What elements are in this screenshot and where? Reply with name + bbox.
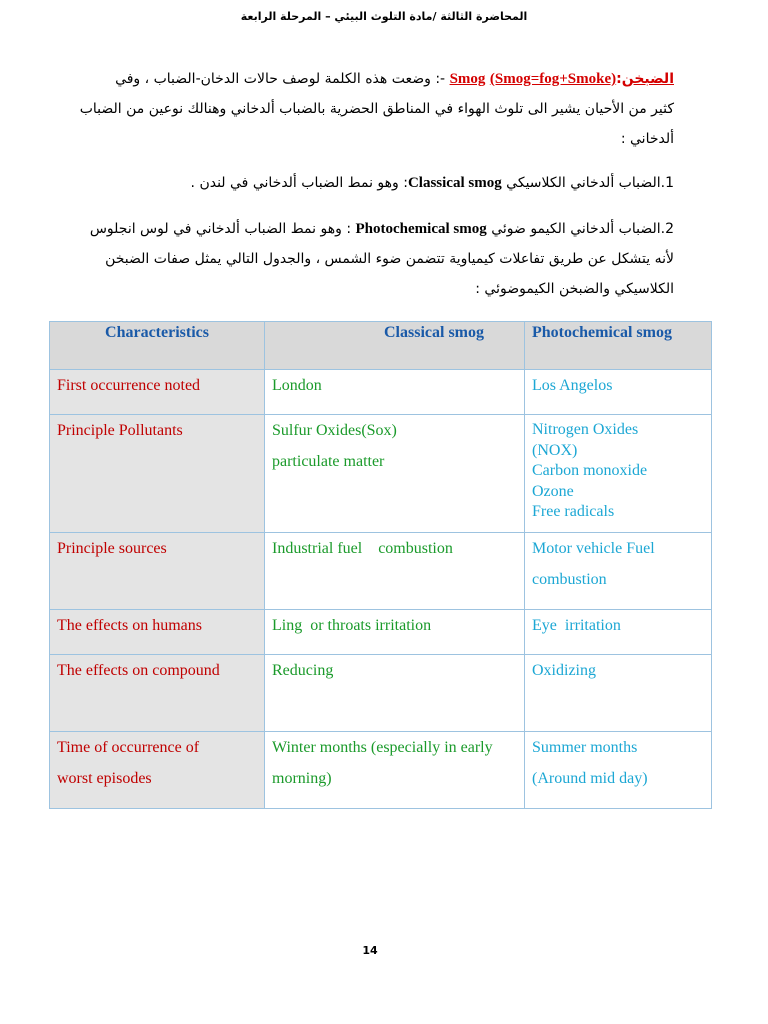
row-classical-value: [265, 655, 525, 732]
cell-line: morning): [272, 770, 332, 787]
item-2-line-2: لأنه يتشكل عن طريق تفاعلات كيمياوية تتضمن ضوء الشمس ، والجدول التالي يمثل صفات الضبخن: [105, 251, 674, 267]
cell-line: Motor vehicle Fuel: [532, 540, 655, 557]
cell-line: particulate matter: [272, 453, 385, 470]
row-characteristic: [50, 370, 265, 415]
item-2-line-1: [76, 214, 674, 244]
row-classical-value: [265, 732, 525, 809]
header-classical: Classical smog: [265, 322, 525, 370]
row-photochemical-value: [525, 415, 712, 533]
row-classical-value: [265, 370, 525, 415]
cell-line: (Around mid day): [532, 770, 648, 787]
table-row: [50, 370, 712, 415]
row-photochemical-value: [525, 533, 712, 610]
row-photochemical-value: [525, 370, 712, 415]
smog-comparison-table: [49, 321, 712, 809]
item-1-description: : وهو نمط الضباب ألدخاني في لندن .: [190, 175, 408, 191]
cell-line: Oxidizing: [532, 662, 596, 679]
table-header-row: [50, 322, 712, 370]
cell-line: Winter months (especially in early: [272, 739, 493, 756]
cell-line: Principle Pollutants: [57, 422, 183, 439]
cell-line: Sulfur Oxides(Sox): [272, 422, 397, 439]
intro-definition: -: وضعت هذه الكلمة لوصف حالات الدخان-الضباب ، وفي: [115, 71, 446, 87]
cell-line: Ling or throats irritation: [272, 617, 432, 634]
cell-line: Eye irritation: [532, 617, 621, 634]
item-photochemical: [76, 214, 674, 304]
row-characteristic: [50, 533, 265, 610]
item-1-number: 1.: [660, 175, 674, 191]
cell-line: Industrial fuel combustion: [272, 540, 453, 557]
intro-line-2: كثير من الأحيان يشير الى تلوث الهواء في المناطق الحضرية بالضباب ألدخاني وهنالك نوعين من الضباب: [79, 101, 674, 117]
cell-line: The effects on compound: [57, 662, 220, 679]
cell-line: Free radicals: [532, 503, 615, 520]
header-photochemical: Photochemical smog: [525, 322, 712, 370]
page-number: 14: [362, 944, 378, 957]
item-2-english: Photochemical smog: [355, 221, 487, 237]
row-characteristic: [50, 415, 265, 533]
table-row: [50, 610, 712, 655]
cell-line: First occurrence noted: [57, 377, 201, 394]
cell-line: Summer months: [532, 739, 638, 756]
intro-line-1: الضبخن:Smog (Smog=fog+Smoke) -: وضعت هذه الكلمة لوصف حالات الدخان-الضباب ، وفي: [115, 71, 674, 87]
row-characteristic: [50, 655, 265, 732]
row-classical-value: [265, 610, 525, 655]
cell-line: Principle sources: [57, 540, 167, 557]
item-1-english: Classical smog: [407, 175, 502, 191]
cell-line: (NOX): [532, 441, 578, 459]
item-2-number: 2.: [660, 221, 674, 237]
row-characteristic: [50, 732, 265, 809]
cell-line: worst episodes: [57, 770, 152, 787]
intro-paragraph: [76, 64, 674, 154]
smog-term-arabic: الضبخن: [621, 71, 674, 87]
header-characteristics: Characteristics: [50, 322, 265, 370]
cell-line: The effects on humans: [57, 617, 202, 634]
cell-line: Los Angelos: [532, 377, 613, 394]
cell-line: combustion: [532, 571, 607, 588]
row-classical-value: [265, 415, 525, 533]
item-1-arabic: الضباب ألدخاني الكلاسيكي: [506, 175, 661, 191]
item-2-arabic: الضباب ألدخاني الكيمو ضوئي: [491, 221, 661, 237]
page-header: المحاضرة الثالثة /مادة التلوث البيئي – المرحلة الرابعة: [240, 10, 528, 23]
table-row: [50, 533, 712, 610]
smog-formula: (Smog=fog+Smoke): [489, 71, 617, 87]
smog-term-english: Smog: [449, 71, 486, 87]
row-characteristic: [50, 610, 265, 655]
cell-line: Nitrogen Oxides: [532, 421, 639, 438]
item-classical: [76, 173, 674, 193]
cell-line: Time of occurrence of: [57, 739, 200, 756]
intro-line-3: ألدخاني :: [620, 131, 674, 147]
table-row: [50, 415, 712, 533]
row-classical-value: [265, 533, 525, 610]
item-2-description: : وهو نمط الضباب ألدخاني في لوس انجلوس: [89, 221, 352, 237]
table-row: [50, 732, 712, 809]
item-2-line-3: الكلاسيكي والضبخن الكيموضوئي :: [475, 281, 674, 297]
cell-line: Ozone: [532, 482, 574, 500]
table-row: [50, 655, 712, 732]
row-photochemical-value: [525, 610, 712, 655]
cell-line: Reducing: [272, 662, 334, 679]
row-photochemical-value: [525, 655, 712, 732]
row-photochemical-value: [525, 732, 712, 809]
cell-line: Carbon monoxide: [532, 462, 648, 479]
cell-line: London: [272, 377, 322, 394]
